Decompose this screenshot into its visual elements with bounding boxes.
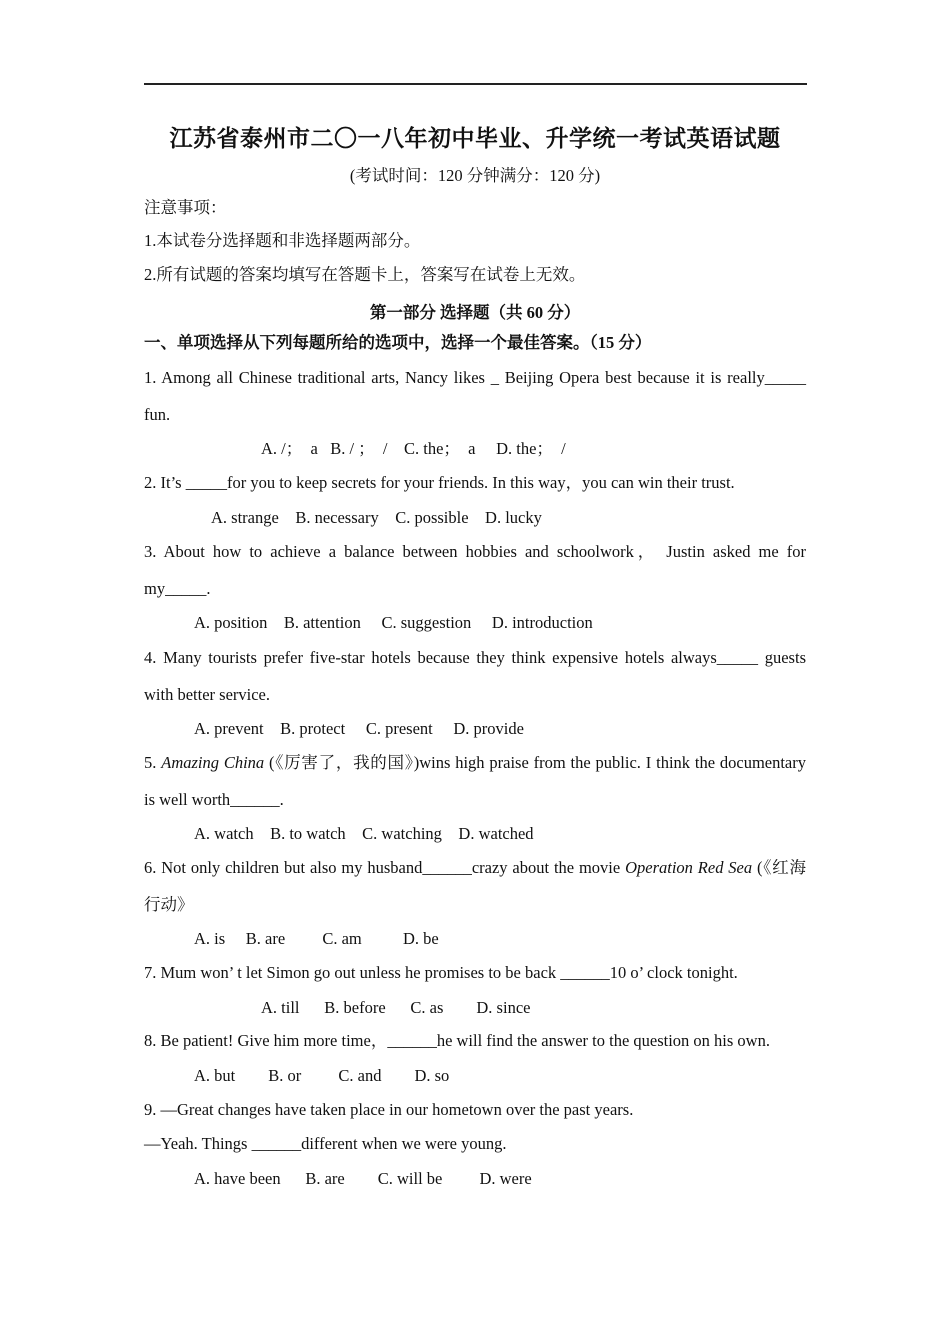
question-1-line2: fun. xyxy=(144,405,171,424)
question-4-options: A. prevent B. protect C. present D. provide xyxy=(194,719,524,738)
exam-subtitle: (考试时间：120 分钟满分：120 分) xyxy=(349,166,601,185)
question-6-rest: (《红海 xyxy=(752,858,806,877)
question-3-line2: my_____. xyxy=(144,579,211,598)
question-9-options: A. have been B. are C. will be D. were xyxy=(194,1169,532,1188)
question-6-prefix: 6. Not only children but also my husband______crazy about the movie xyxy=(144,858,626,877)
question-6-options: A. is B. are C. am D. be xyxy=(194,929,439,948)
notice-item-1: 1.本试卷分选择题和非选择题两部分。 xyxy=(144,231,421,250)
question-9-line2: —Yeah. Things ______different when we were young. xyxy=(144,1134,507,1153)
question-5-options: A. watch B. to watch C. watching D. watched xyxy=(194,824,534,843)
question-1-line1: 1. Among all Chinese traditional arts, Nancy likes _ Beijing Opera best because it is really_____ xyxy=(144,368,806,387)
question-3-line1: 3. About how to achieve a balance between hobbies and schoolwork， Justin asked me for xyxy=(144,542,806,561)
question-8-line1: 8. Be patient! Give him more time，______he will find the answer to the question on his own. xyxy=(144,1031,770,1050)
section1-heading: 一、单项选择从下列每题所给的选项中，选择一个最佳答案。（15 分） xyxy=(144,333,652,352)
question-4-line2: with better service. xyxy=(144,685,270,704)
question-9-line1: 9. —Great changes have taken place in our hometown over the past years. xyxy=(144,1100,634,1119)
question-6-title-italic: Operation Red Sea xyxy=(625,858,753,877)
question-1-options: A. /； a B. / ； / C. the； a D. the； / xyxy=(261,439,566,458)
question-3-options: A. position B. attention C. suggestion D. introduction xyxy=(194,613,593,632)
question-6-line1 xyxy=(144,858,806,878)
question-5-line1 xyxy=(144,753,806,773)
question-7-options: A. till B. before C. as D. since xyxy=(261,998,531,1017)
part1-heading: 第一部分 选择题（共 60 分） xyxy=(369,303,581,322)
question-5-prefix: 5. xyxy=(144,753,162,772)
exam-title: 江苏省泰州市二〇一八年初中毕业、升学统一考试英语试题 xyxy=(169,125,781,152)
question-8-options: A. but B. or C. and D. so xyxy=(194,1066,450,1085)
question-5-title-italic: Amazing China xyxy=(161,753,265,772)
question-4-line1: 4. Many tourists prefer five-star hotels because they think expensive hotels always_____ guests xyxy=(144,648,806,667)
question-5-rest: (《厉害了，我的国》)wins high praise from the public. I think the documentary xyxy=(264,753,807,772)
question-2-line1: 2. It’s _____for you to keep secrets for your friends. In this way，you can win their trust. xyxy=(144,473,735,492)
notice-heading: 注意事项： xyxy=(144,198,227,217)
notice-item-2: 2.所有试题的答案均填写在答题卡上，答案写在试卷上无效。 xyxy=(144,265,586,284)
question-5-line2: is well worth______. xyxy=(144,790,284,809)
question-6-line2: 行动》 xyxy=(144,895,194,914)
question-2-options: A. strange B. necessary C. possible D. lucky xyxy=(211,508,542,527)
question-7-line1: 7. Mum won’ t let Simon go out unless he promises to be back ______10 o’ clock tonight. xyxy=(144,963,738,982)
header-rule xyxy=(144,83,807,85)
